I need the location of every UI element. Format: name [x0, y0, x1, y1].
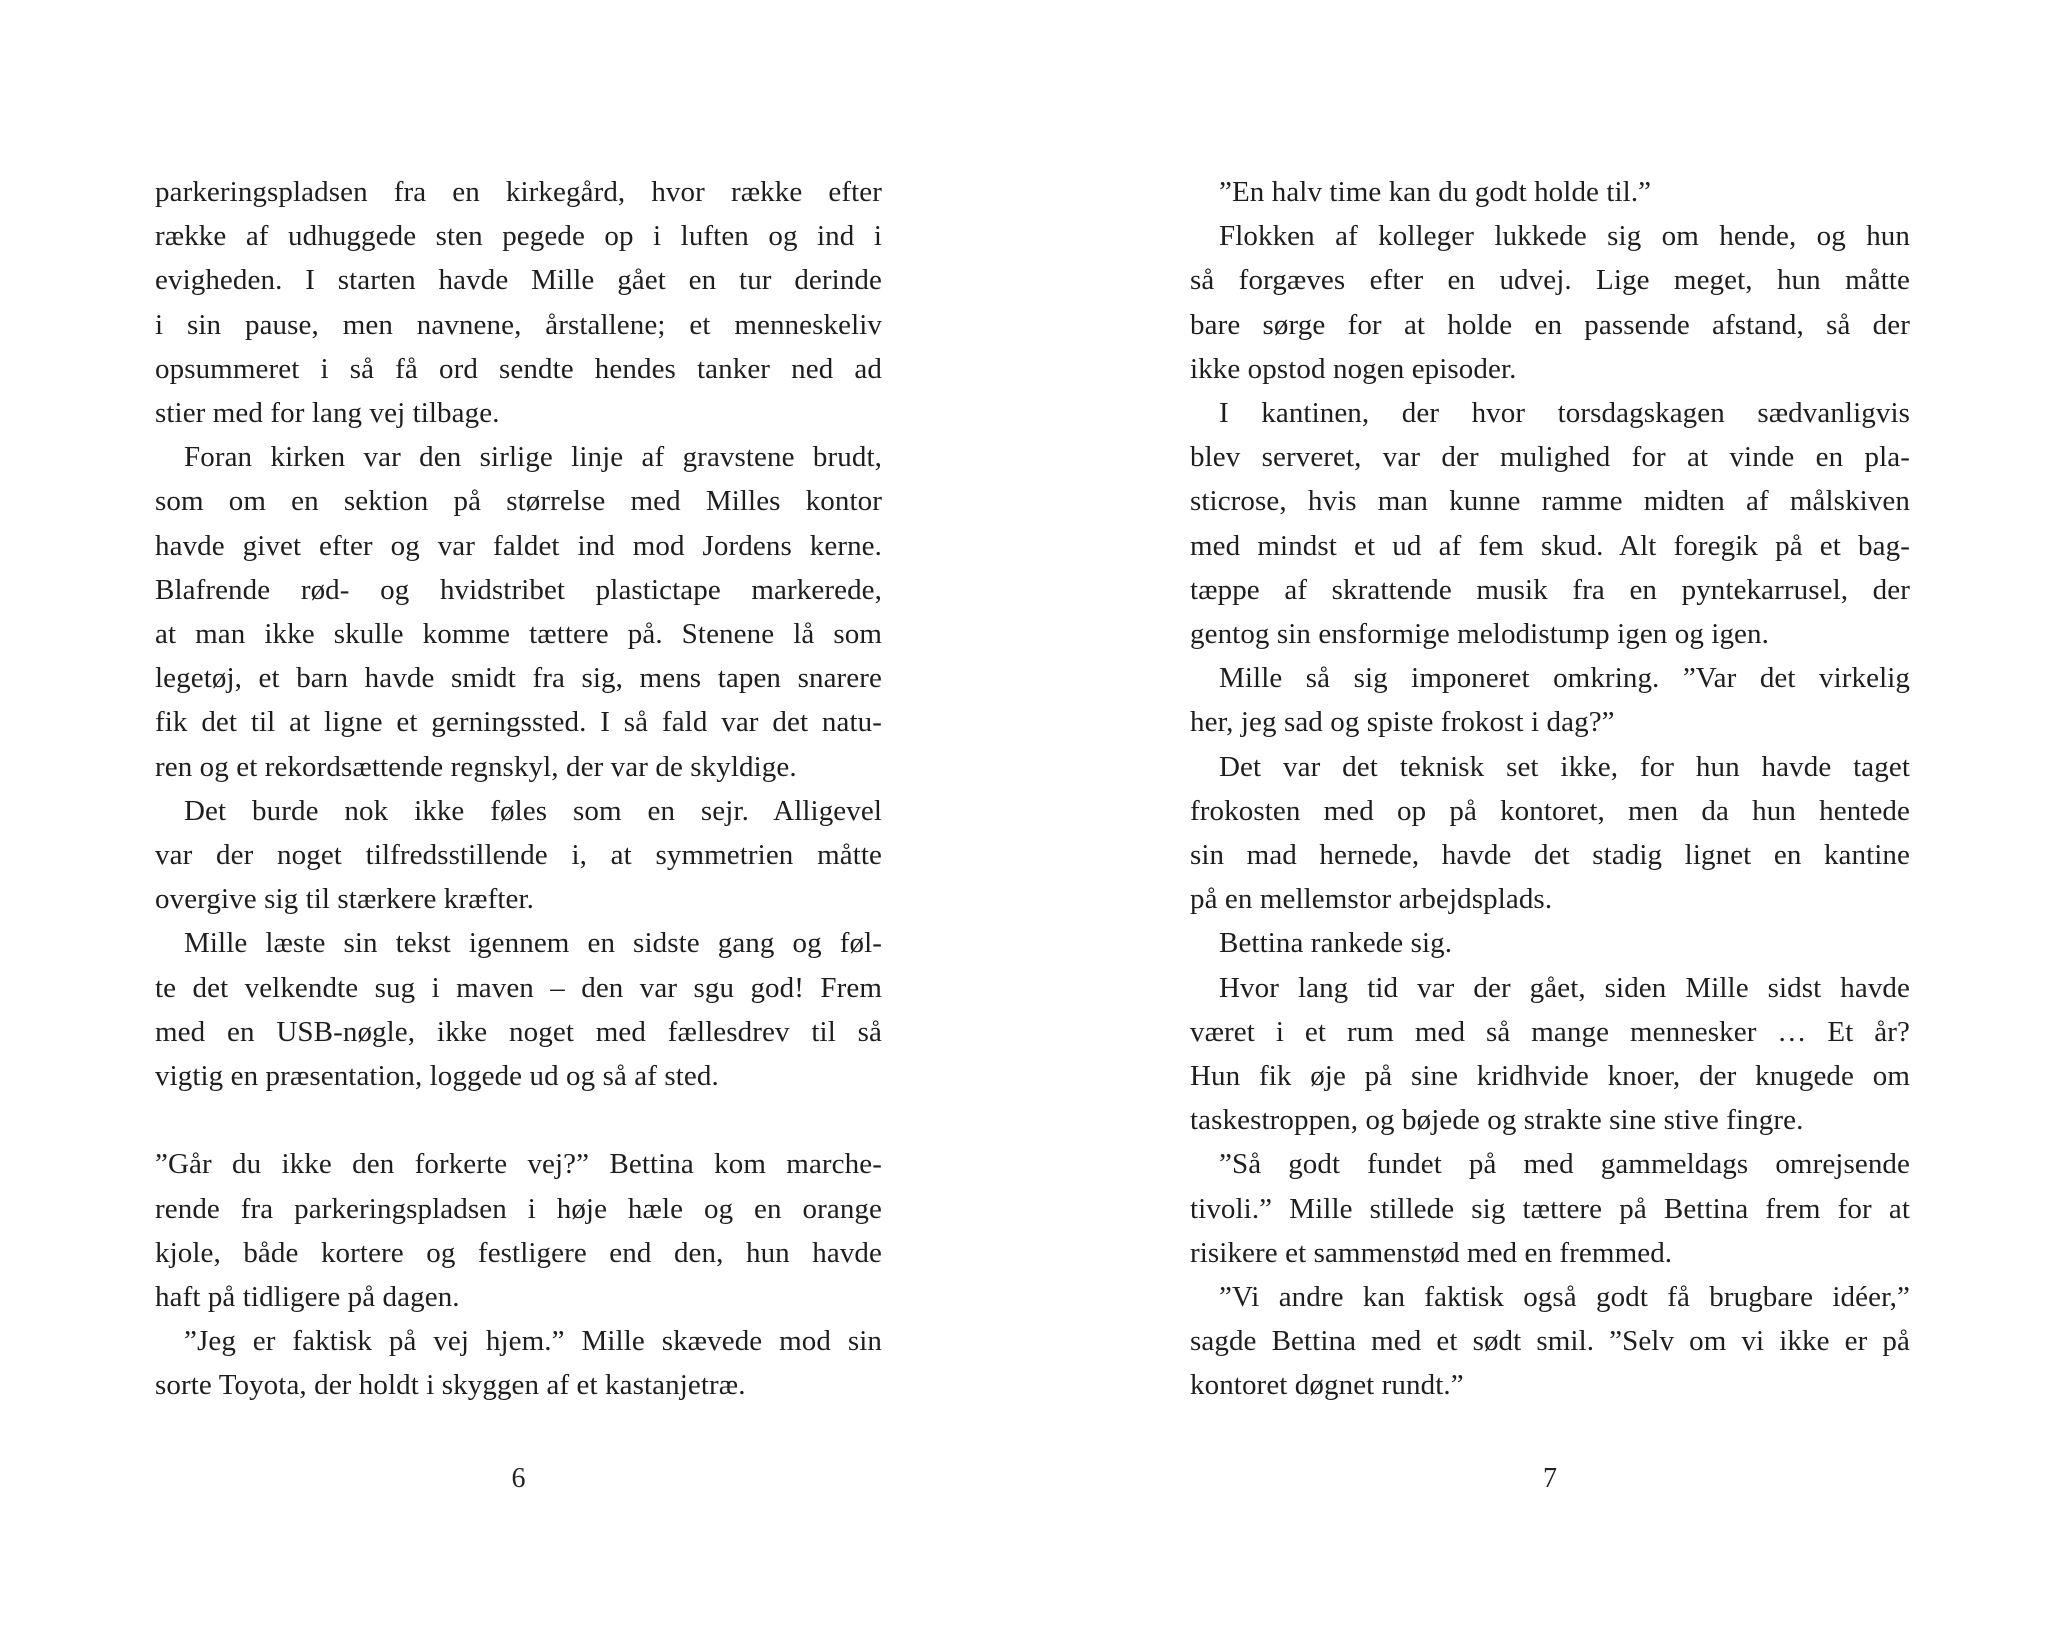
paragraph [155, 435, 882, 789]
paragraph [1190, 1275, 1910, 1408]
text-line: var der noget tilfredsstillende i, at symmetrien måtte [155, 839, 882, 872]
text-line: risikere et sammenstød med en fremmed. [1190, 1236, 1673, 1269]
text-line: ”Jeg er faktisk på vej hjem.” Mille skævede mod sin [184, 1325, 882, 1358]
text-line: Det var det teknisk set ikke, for hun havde taget [1219, 750, 1910, 783]
text-line: blev serveret, var der mulighed for at vinde en pla- [1190, 441, 1910, 474]
text-line: Bettina rankede sig. [1219, 927, 1453, 960]
text-line: Foran kirken var den sirlige linje af gravstene brudt, [184, 441, 882, 474]
text-line: evigheden. I starten havde Mille gået en tur derinde [155, 264, 882, 297]
text-line: på en mellemstor arbejdsplads. [1190, 883, 1553, 916]
paragraph [1190, 656, 1910, 744]
text-line: havde givet efter og var faldet ind mod Jordens kerne. [155, 529, 882, 562]
text-line: ikke opstod nogen episoder. [1190, 352, 1517, 385]
text-line: her, jeg sad og spiste frokost i dag?” [1190, 706, 1615, 739]
text-line: Hvor lang tid var der gået, siden Mille sidst havde [1219, 971, 1910, 1004]
text-line: sin mad hernede, havde det stadig lignet en kantine [1190, 839, 1910, 872]
text-line: ”En halv time kan du godt holde til.” [1219, 176, 1652, 208]
paragraph [1190, 745, 1910, 922]
paragraph [1190, 170, 1910, 214]
text-line: parkeringspladsen fra en kirkegård, hvor række efter [155, 176, 882, 208]
text-line: Mille så sig imponeret omkring. ”Var det virkelig [1219, 662, 1910, 695]
text-line: I kantinen, der hvor torsdagskagen sædvanligvis [1219, 397, 1910, 430]
text-line: bare sørge for at holde en passende afstand, så der [1190, 308, 1910, 341]
text-line: kjole, både kortere og festligere end den, hun havde [155, 1236, 882, 1269]
text-line: at man ikke skulle komme tættere på. Stenene lå som [155, 618, 882, 651]
text-line: været i et rum med så mange mennesker … Et år? [1190, 1015, 1910, 1048]
text-line: ren og et rekordsættende regnskyl, der var de skyldige. [155, 750, 797, 783]
paragraph [155, 170, 882, 435]
text-line: Blafrende rød- og hvidstribet plastictape markerede, [155, 573, 882, 606]
text-line: sorte Toyota, der holdt i skyggen af et kastanjetræ. [155, 1369, 746, 1402]
text-line: stier med for lang vej tilbage. [155, 397, 500, 430]
text-line: taskestroppen, og bøjede og strakte sine stive fingre. [1190, 1104, 1804, 1137]
text-line: frokosten med op på kontoret, men da hun hentede [1190, 794, 1910, 827]
paragraph [1190, 391, 1910, 656]
paragraph [1190, 1142, 1910, 1275]
page-6-number: 6 [511, 1463, 526, 1494]
text-line: opsummeret i så få ord sendte hendes tanker ned ad [155, 352, 882, 385]
paragraph [1190, 921, 1910, 965]
text-line: fik det til at ligne et gerningssted. I så fald var det natu- [155, 706, 882, 739]
page-6-text-column [155, 170, 882, 1408]
page-7-text-column [1190, 170, 1910, 1408]
paragraph [155, 789, 882, 922]
text-line: overgive sig til stærkere kræfter. [155, 883, 534, 916]
text-line: legetøj, et barn havde smidt fra sig, mens tapen snarere [155, 662, 882, 695]
text-line: ”Vi andre kan faktisk også godt få brugbare idéer,” [1219, 1281, 1910, 1314]
paragraph [155, 1319, 882, 1407]
text-line: så forgæves efter en udvej. Lige meget, hun måtte [1190, 264, 1910, 297]
text-line: kontoret døgnet rundt.” [1190, 1369, 1464, 1402]
page-7-number: 7 [1543, 1463, 1557, 1494]
text-line: Det burde nok ikke føles som en sejr. Alligevel [184, 794, 882, 827]
paragraph [155, 921, 882, 1098]
text-line: ”Så godt fundet på med gammeldags omrejsende [1219, 1148, 1910, 1181]
text-line: haft på tidligere på dagen. [155, 1281, 460, 1314]
text-line: sagde Bettina med et sødt smil. ”Selv om vi ikke er på [1190, 1325, 1910, 1358]
text-line: Hun fik øje på sine kridhvide knoer, der knugede om [1190, 1060, 1910, 1093]
text-line: med mindst et ud af fem skud. Alt foregik på et bag- [1190, 529, 1910, 562]
text-line: te det velkendte sug i maven – den var sgu god! Frem [155, 971, 882, 1004]
text-line: i sin pause, men navnene, årstallene; et menneskeliv [155, 308, 882, 341]
text-line: som om en sektion på størrelse med Milles kontor [155, 485, 882, 518]
text-line: tæppe af skrattende musik fra en pyntekarrusel, der [1190, 573, 1910, 606]
text-line: tivoli.” Mille stillede sig tættere på Bettina frem for at [1190, 1192, 1910, 1225]
paragraph [155, 1142, 882, 1319]
text-line: gentog sin ensformige melodistump igen og igen. [1190, 618, 1769, 651]
text-line: med en USB-nøgle, ikke noget med fællesdrev til så [155, 1015, 882, 1048]
paragraph [1190, 966, 1910, 1143]
text-line: sticrose, hvis man kunne ramme midten af målskiven [1190, 485, 1910, 518]
paragraph [1190, 214, 1910, 391]
text-line: vigtig en præsentation, loggede ud og så af sted. [155, 1060, 719, 1093]
text-line: rende fra parkeringspladsen i høje hæle og en orange [155, 1192, 882, 1225]
text-line: række af udhuggede sten pegede op i luften og ind i [155, 220, 882, 253]
text-line: Mille læste sin tekst igennem en sidste gang og føl- [184, 927, 882, 960]
text-line: Flokken af kolleger lukkede sig om hende, og hun [1219, 220, 1910, 253]
text-line: ”Går du ikke den forkerte vej?” Bettina kom marche- [155, 1148, 882, 1181]
